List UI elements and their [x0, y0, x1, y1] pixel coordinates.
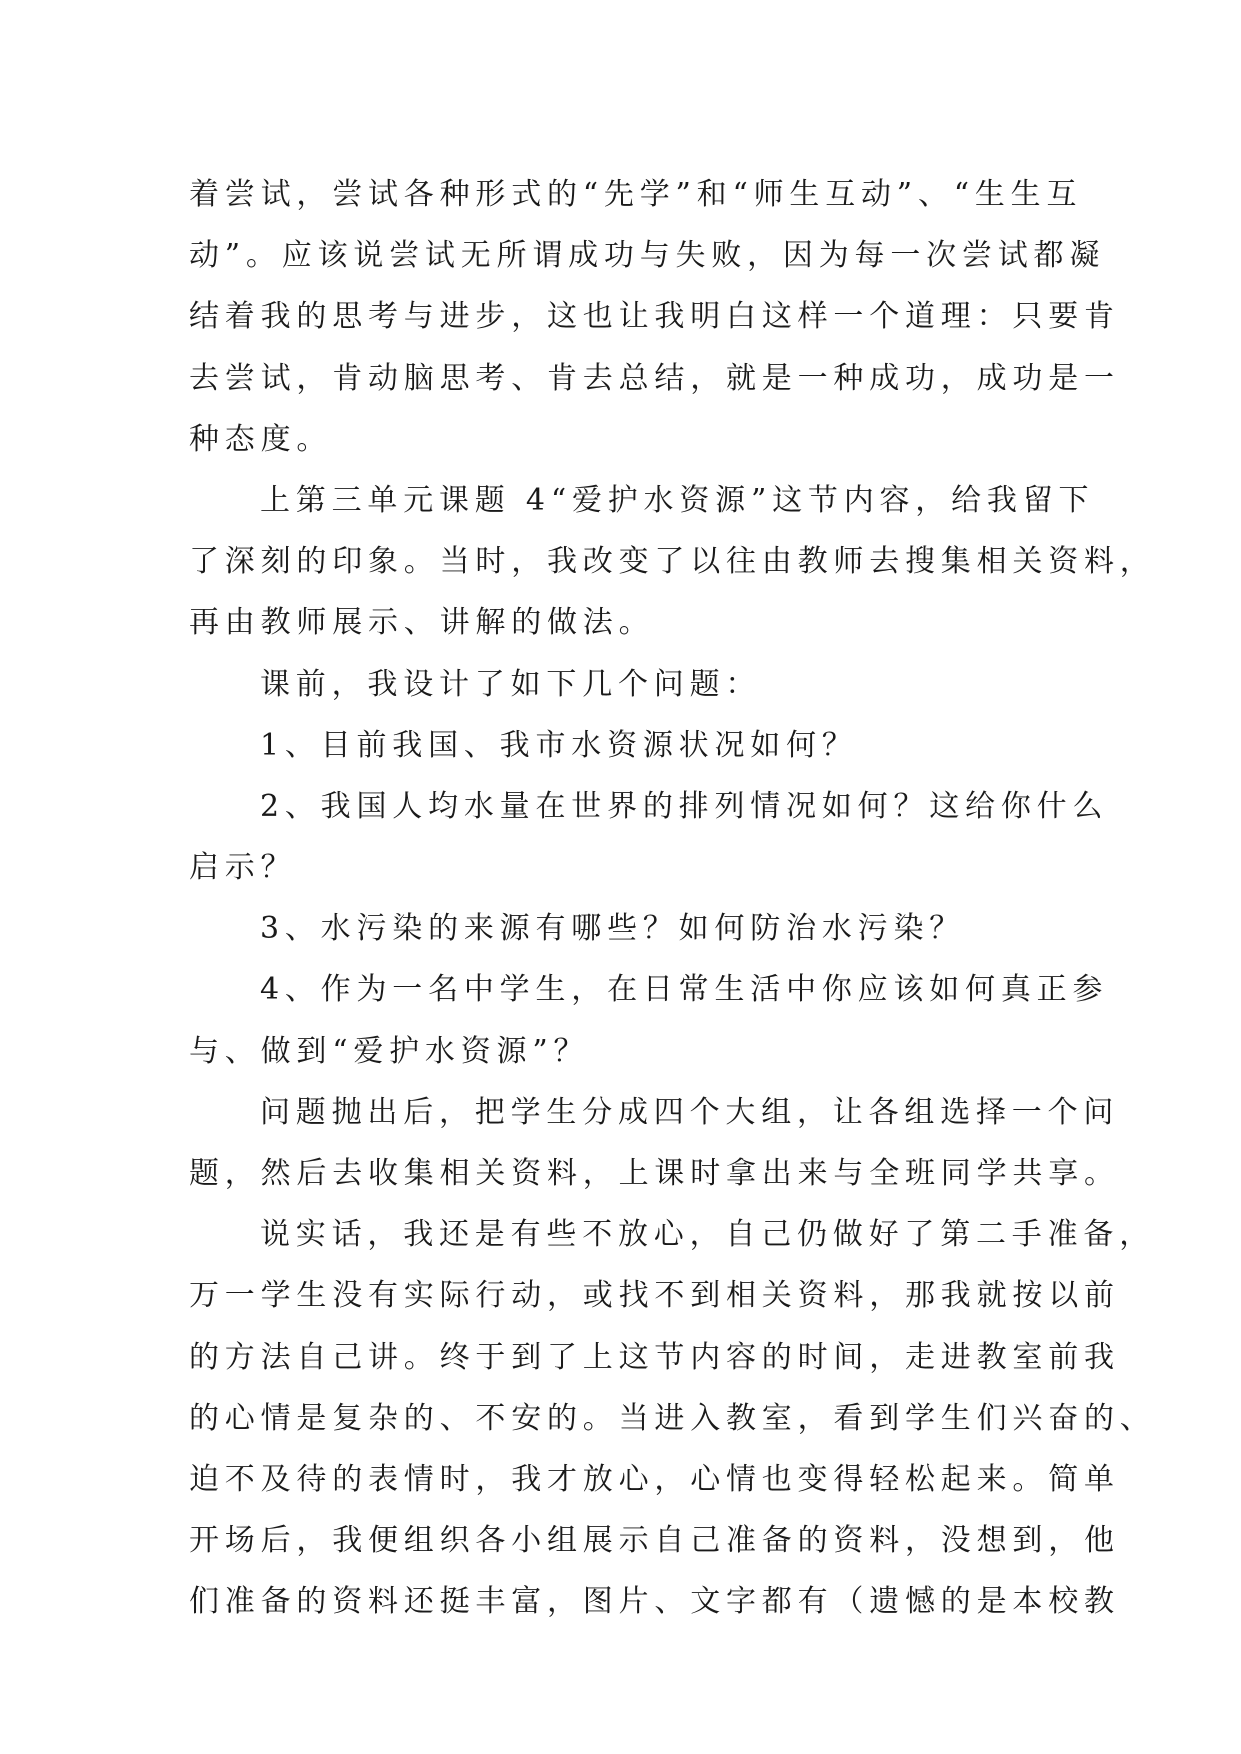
text-line: 2、我国人均水量在世界的排列情况如何？这给你什么 — [260, 788, 1109, 824]
body-text — [189, 164, 1156, 1633]
text-line: 种态度。 — [189, 421, 333, 457]
text-line: 去尝试，肯动脑思考、肯去总结，就是一种成功，成功是一 — [189, 360, 1120, 396]
text-line: 动”。应该说尝试无所谓成功与失败，因为每一次尝试都凝 — [189, 238, 1106, 274]
text-line: 4、作为一名中学生，在日常生活中你应该如何真正参 — [260, 972, 1109, 1008]
text-line: 迫不及待的表情时，我才放心，心情也变得轻松起来。简单 — [189, 1461, 1120, 1497]
text-line: 问题抛出后，把学生分成四个大组，让各组选择一个问 — [260, 1094, 1120, 1130]
text-line: 万一学生没有实际行动，或找不到相关资料，那我就按以前 — [189, 1278, 1120, 1314]
text-line: 上第三单元课题 4“爱护水资源”这节内容，给我留下 — [260, 482, 1095, 518]
text-line: 结着我的思考与进步，这也让我明白这样一个道理：只要肯 — [189, 299, 1120, 335]
text-line: 题，然后去收集相关资料，上课时拿出来与全班同学共享。 — [189, 1156, 1120, 1191]
text-line: 着尝试，尝试各种形式的“先学”和“师生互动”、“生生互 — [189, 177, 1083, 212]
text-line: 1、目前我国、我市水资源状况如何？ — [260, 727, 858, 763]
text-line: 的方法自己讲。终于到了上这节内容的时间，走进教室前我 — [189, 1339, 1120, 1375]
text-line: 了深刻的印象。当时，我改变了以往由教师去搜集相关资料， — [189, 544, 1156, 580]
text-line: 们准备的资料还挺丰富，图片、文字都有（遗憾的是本校教 — [189, 1584, 1120, 1620]
text-line: 再由教师展示、讲解的做法。 — [189, 605, 655, 641]
text-line: 说实话，我还是有些不放心，自己仍做好了第二手准备， — [260, 1217, 1155, 1253]
text-line: 与、做到“爱护水资源”？ — [189, 1033, 590, 1069]
text-line: 开场后，我便组织各小组展示自己准备的资料，没想到，他 — [189, 1523, 1120, 1559]
text-line: 3、水污染的来源有哪些？如何防治水污染？ — [260, 911, 966, 947]
text-line: 启示？ — [189, 850, 297, 886]
text-line: 的心情是复杂的、不安的。当进入教室，看到学生们兴奋的、 — [189, 1400, 1156, 1436]
text-line: 课前，我设计了如下几个问题： — [260, 666, 762, 702]
